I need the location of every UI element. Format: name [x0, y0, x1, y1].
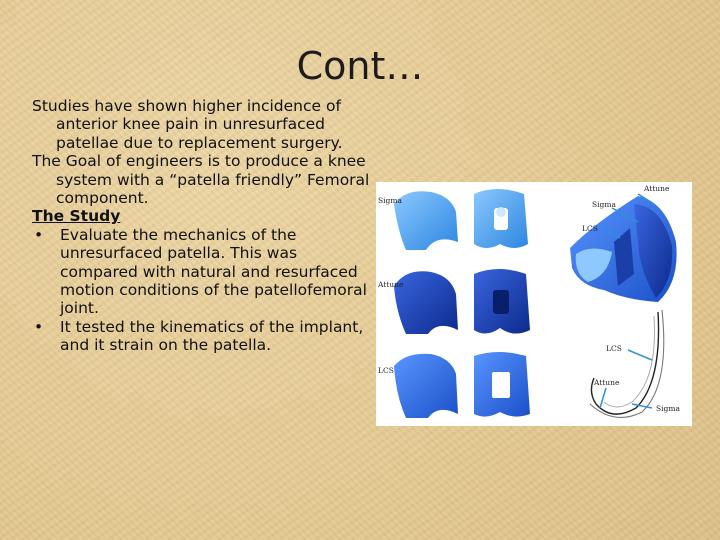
paragraph-incidence: Studies have shown higher incidence of anterior knee pain in unresurfaced patellae due to replacement surgery. [32, 97, 343, 152]
sigma-front-view [474, 189, 528, 248]
paragraph-goal: The Goal of engineers is to produce a knee system with a “patella friendly” Femoral component. [32, 152, 370, 208]
row-label-lcs: LCS [378, 366, 394, 375]
bullet-item [32, 226, 372, 318]
lcs-side-view [394, 354, 458, 418]
overlay-label-lcs: LCS [582, 224, 598, 233]
sigma-side-view [394, 191, 458, 250]
lcs-front-view [474, 352, 530, 417]
bullet-text: Evaluate the mechanics of the unresurfaced patella. This was compared with natural and resurfaced motion conditions of the patellofemoral joint. [60, 225, 367, 318]
profile-curves [590, 310, 664, 417]
study-heading: The Study [32, 207, 121, 226]
row-label-sigma: Sigma [378, 196, 402, 205]
curve-label-sigma: Sigma [656, 404, 680, 413]
overlay-label-sigma: Sigma [592, 200, 616, 209]
attune-side-view [394, 271, 458, 334]
attune-front-view [474, 269, 530, 334]
bullet-text: It tested the kinematics of the implant, and it strain on the patella. [60, 317, 364, 355]
slide-title: Cont… [296, 44, 424, 88]
figure-graphic [376, 182, 692, 426]
overlay-comparison [570, 196, 677, 302]
curve-label-lcs: LCS [606, 344, 622, 353]
curve-label-attune: Attune [594, 378, 620, 387]
bullet-icon: • [34, 317, 44, 336]
femoral-component-figure [376, 182, 692, 426]
bullet-icon: • [34, 225, 44, 244]
overlay-label-attune: Attune [644, 184, 670, 193]
slide-body [32, 97, 372, 355]
row-label-attune: Attune [378, 280, 404, 289]
bullet-item [32, 318, 372, 355]
